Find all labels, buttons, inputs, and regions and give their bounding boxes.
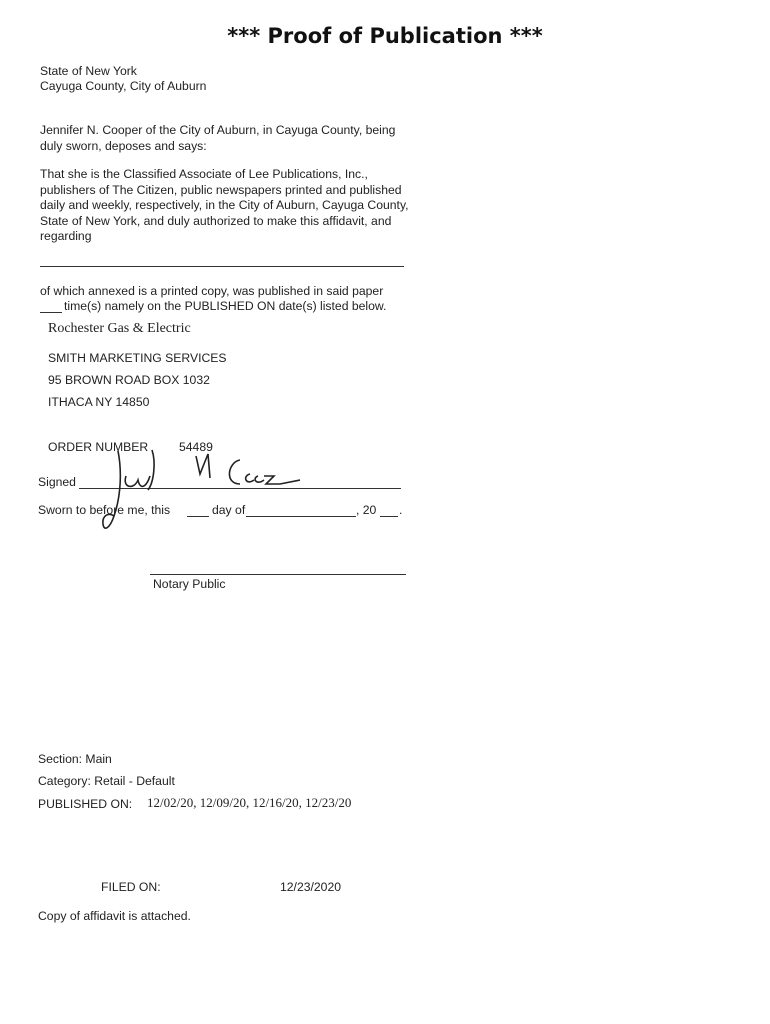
client-name: Rochester Gas & Electric [48, 321, 191, 336]
sworn-suffix: . [399, 503, 403, 517]
venue-county-city: Cayuga County, City of Auburn [40, 79, 207, 93]
signed-label: Signed [38, 475, 76, 489]
client-city: ITHACA NY 14850 [48, 395, 150, 409]
statement-paragraph: That she is the Classified Associate of Lee Publications, Inc., publishers of The Citizen, public newspapers printed and published daily and weekly, respectively, in the City of Auburn, Cayuga County, State of New York, and duly authorized to make this affidavit, and regarding [40, 167, 409, 243]
annexed-line-1: of which annexed is a printed copy, was published in said paper [40, 284, 384, 298]
times-blank-line [40, 312, 62, 313]
notary-signature-line [150, 574, 406, 575]
attached-note: Copy of affidavit is attached. [38, 909, 191, 923]
venue-state: State of New York [40, 64, 137, 78]
sworn-prefix: Sworn to before me, this [38, 503, 171, 517]
filed-on-label: FILED ON: [101, 880, 161, 894]
annexed-line-2: time(s) namely on the PUBLISHED ON date(s) listed below. [64, 299, 387, 313]
regarding-blank-line [40, 266, 404, 267]
order-number-label: ORDER NUMBER [48, 440, 149, 454]
page-title: *** Proof of Publication *** [227, 24, 543, 48]
notary-label: Notary Public [153, 577, 226, 591]
category-line: Category: Retail - Default [38, 774, 175, 788]
client-agency: SMITH MARKETING SERVICES [48, 351, 227, 365]
handwritten-signature [100, 446, 300, 541]
section-line: Section: Main [38, 752, 112, 766]
filed-on-date: 12/23/2020 [280, 880, 341, 894]
client-address: 95 BROWN ROAD BOX 1032 [48, 373, 210, 387]
sworn-day-of: day of [212, 503, 246, 517]
year-blank-line [380, 516, 398, 517]
published-on-dates: 12/02/20, 12/09/20, 12/16/20, 12/23/20 [147, 795, 352, 810]
sworn-year-prefix: , 20 [356, 503, 377, 517]
day-blank-line [187, 516, 209, 517]
month-blank-line [246, 516, 356, 517]
order-number-value: 54489 [179, 440, 213, 454]
affiant-paragraph: Jennifer N. Cooper of the City of Auburn, in Cayuga County, being duly sworn, deposes and says: [40, 123, 396, 153]
published-on-label: PUBLISHED ON: [38, 797, 133, 811]
